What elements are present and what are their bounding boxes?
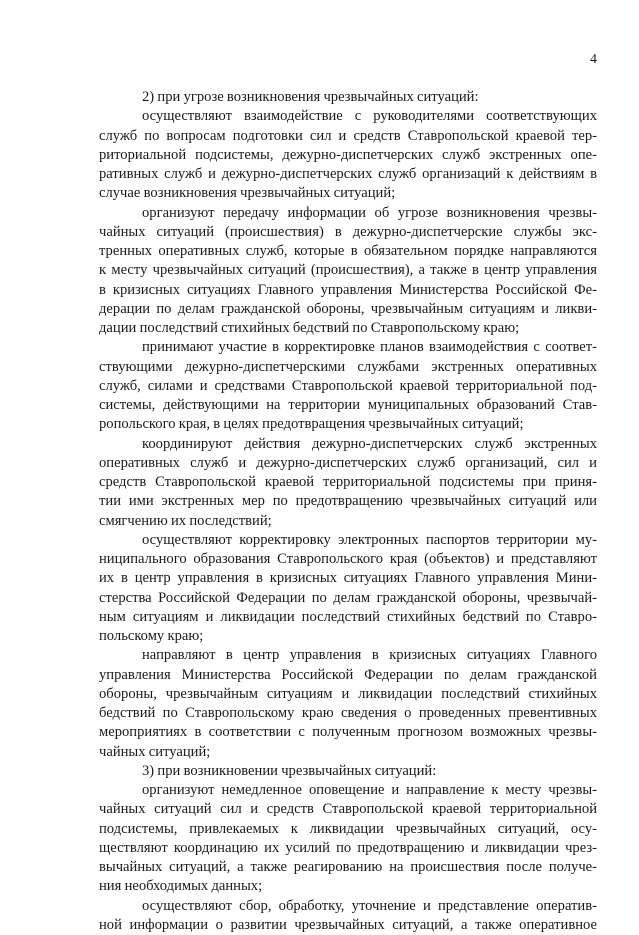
text-line: системы, действующими на территории муниципальных образований Став- bbox=[99, 397, 597, 413]
text-line: 2) при угрозе возникновения чрезвычайных ситуаций: bbox=[142, 89, 479, 105]
text-line: обороны, чрезвычайным ситуациям и ликвидации последствий стихийных bbox=[99, 685, 597, 702]
text-line: координируют действия дежурно-диспетчерских служб экстренных bbox=[142, 435, 597, 452]
text-line: ной информации о развитии чрезвычайных ситуаций, а также оперативное bbox=[99, 916, 597, 933]
text-line: ствующими дежурно-диспетчерскими службами экстренных оперативных bbox=[99, 358, 597, 375]
text-line: вычайных ситуаций, а также реагированию на происшествия после получе- bbox=[99, 859, 597, 875]
text-line: чайных ситуаций; bbox=[99, 743, 211, 760]
text-line: 3) при возникновении чрезвычайных ситуаций: bbox=[142, 762, 437, 779]
text-line: дации последствий стихийных бедствий по Ставропольскому краю; bbox=[99, 320, 520, 336]
text-line: осуществляют корректировку электронных паспортов территории му- bbox=[142, 531, 597, 548]
text-line: тии ими экстренных мер по предотвращению чрезвычайных ситуаций или bbox=[99, 493, 597, 510]
text-line: средств Ставропольской краевой территориальной подсистемы при приня- bbox=[99, 474, 597, 490]
document-body bbox=[99, 88, 597, 935]
text-line: мероприятиях в соответствии с полученным прогнозом возможных чрезвы- bbox=[99, 724, 597, 741]
text-line: направляют в центр управления в кризисных ситуациях Главного bbox=[142, 647, 597, 664]
text-line: случае возникновения чрезвычайных ситуаций; bbox=[99, 185, 396, 202]
text-line: чайных ситуаций сил и средств Ставропольской краевой территориальной bbox=[99, 801, 597, 818]
text-line: к месту чрезвычайных ситуаций (происшествия), а также в центр управления bbox=[99, 262, 597, 279]
text-line: ществляют координацию их усилий по предотвращению и ликвидации чрез- bbox=[99, 839, 597, 856]
text-line: оперативных служб и дежурно-диспетчерских служб организаций, сил и bbox=[99, 454, 597, 471]
text-line: риториальной подсистемы, дежурно-диспетчерских служб экстренных опе- bbox=[99, 146, 597, 163]
text-line: бедствий по Ставропольскому краю сведения о проведенных превентивных bbox=[99, 705, 597, 721]
text-line: осуществляют взаимодействие с руководителями соответствующих bbox=[142, 108, 597, 125]
text-line: тренных оперативных служб, которые в обязательном порядке направляются bbox=[99, 243, 597, 259]
text-line: ропольского края, в целях предотвращения чрезвычайных ситуаций; bbox=[99, 416, 524, 433]
text-line: организуют немедленное оповещение и направление к месту чрезвы- bbox=[142, 782, 597, 798]
text-line: служб по вопросам подготовки сил и средств Ставропольской краевой тер- bbox=[99, 127, 597, 144]
text-line: ниципального образования Ставропольского края (объектов) и представляют bbox=[99, 551, 597, 567]
text-line: ративных служб и дежурно-диспетчерских служб организаций к действиям в bbox=[99, 166, 597, 182]
text-line: принимают участие в корректировке планов взаимодействия с соответ- bbox=[142, 339, 597, 356]
text-line: польскому краю; bbox=[99, 628, 204, 644]
text-line: ния необходимых данных; bbox=[99, 878, 263, 895]
text-line: стерства Российской Федерации по делам гражданской обороны, чрезвычай- bbox=[99, 589, 597, 606]
text-line: осуществляют сбор, обработку, уточнение и представление оператив- bbox=[142, 897, 597, 914]
text-line: подсистемы, привлекаемых к ликвидации чрезвычайных ситуаций, осу- bbox=[99, 820, 597, 837]
text-line: их в центр управления в кризисных ситуациях Главного управления Мини- bbox=[99, 570, 597, 587]
text-line: управления Министерства Российской Федерации по делам гражданской bbox=[99, 666, 597, 683]
text-line: организуют передачу информации об угрозе возникновения чрезвы- bbox=[142, 204, 597, 221]
text-line: служб, силами и средствами Ставропольской краевой территориальной под- bbox=[99, 377, 597, 394]
text-line: смягчению их последствий; bbox=[99, 512, 272, 529]
text-line: в кризисных ситуациях Главного управления Министерства Российской Фе- bbox=[99, 281, 597, 298]
text-line: дерации по делам гражданской обороны, чрезвычайным ситуациям и ликви- bbox=[99, 300, 597, 317]
page-number: 4 bbox=[590, 52, 597, 67]
text-line: ным ситуациям и ликвидации последствий стихийных бедствий по Ставро- bbox=[99, 608, 597, 625]
text-line: чайных ситуаций (происшествия) в дежурно-диспетчерские службы экс- bbox=[99, 223, 597, 240]
